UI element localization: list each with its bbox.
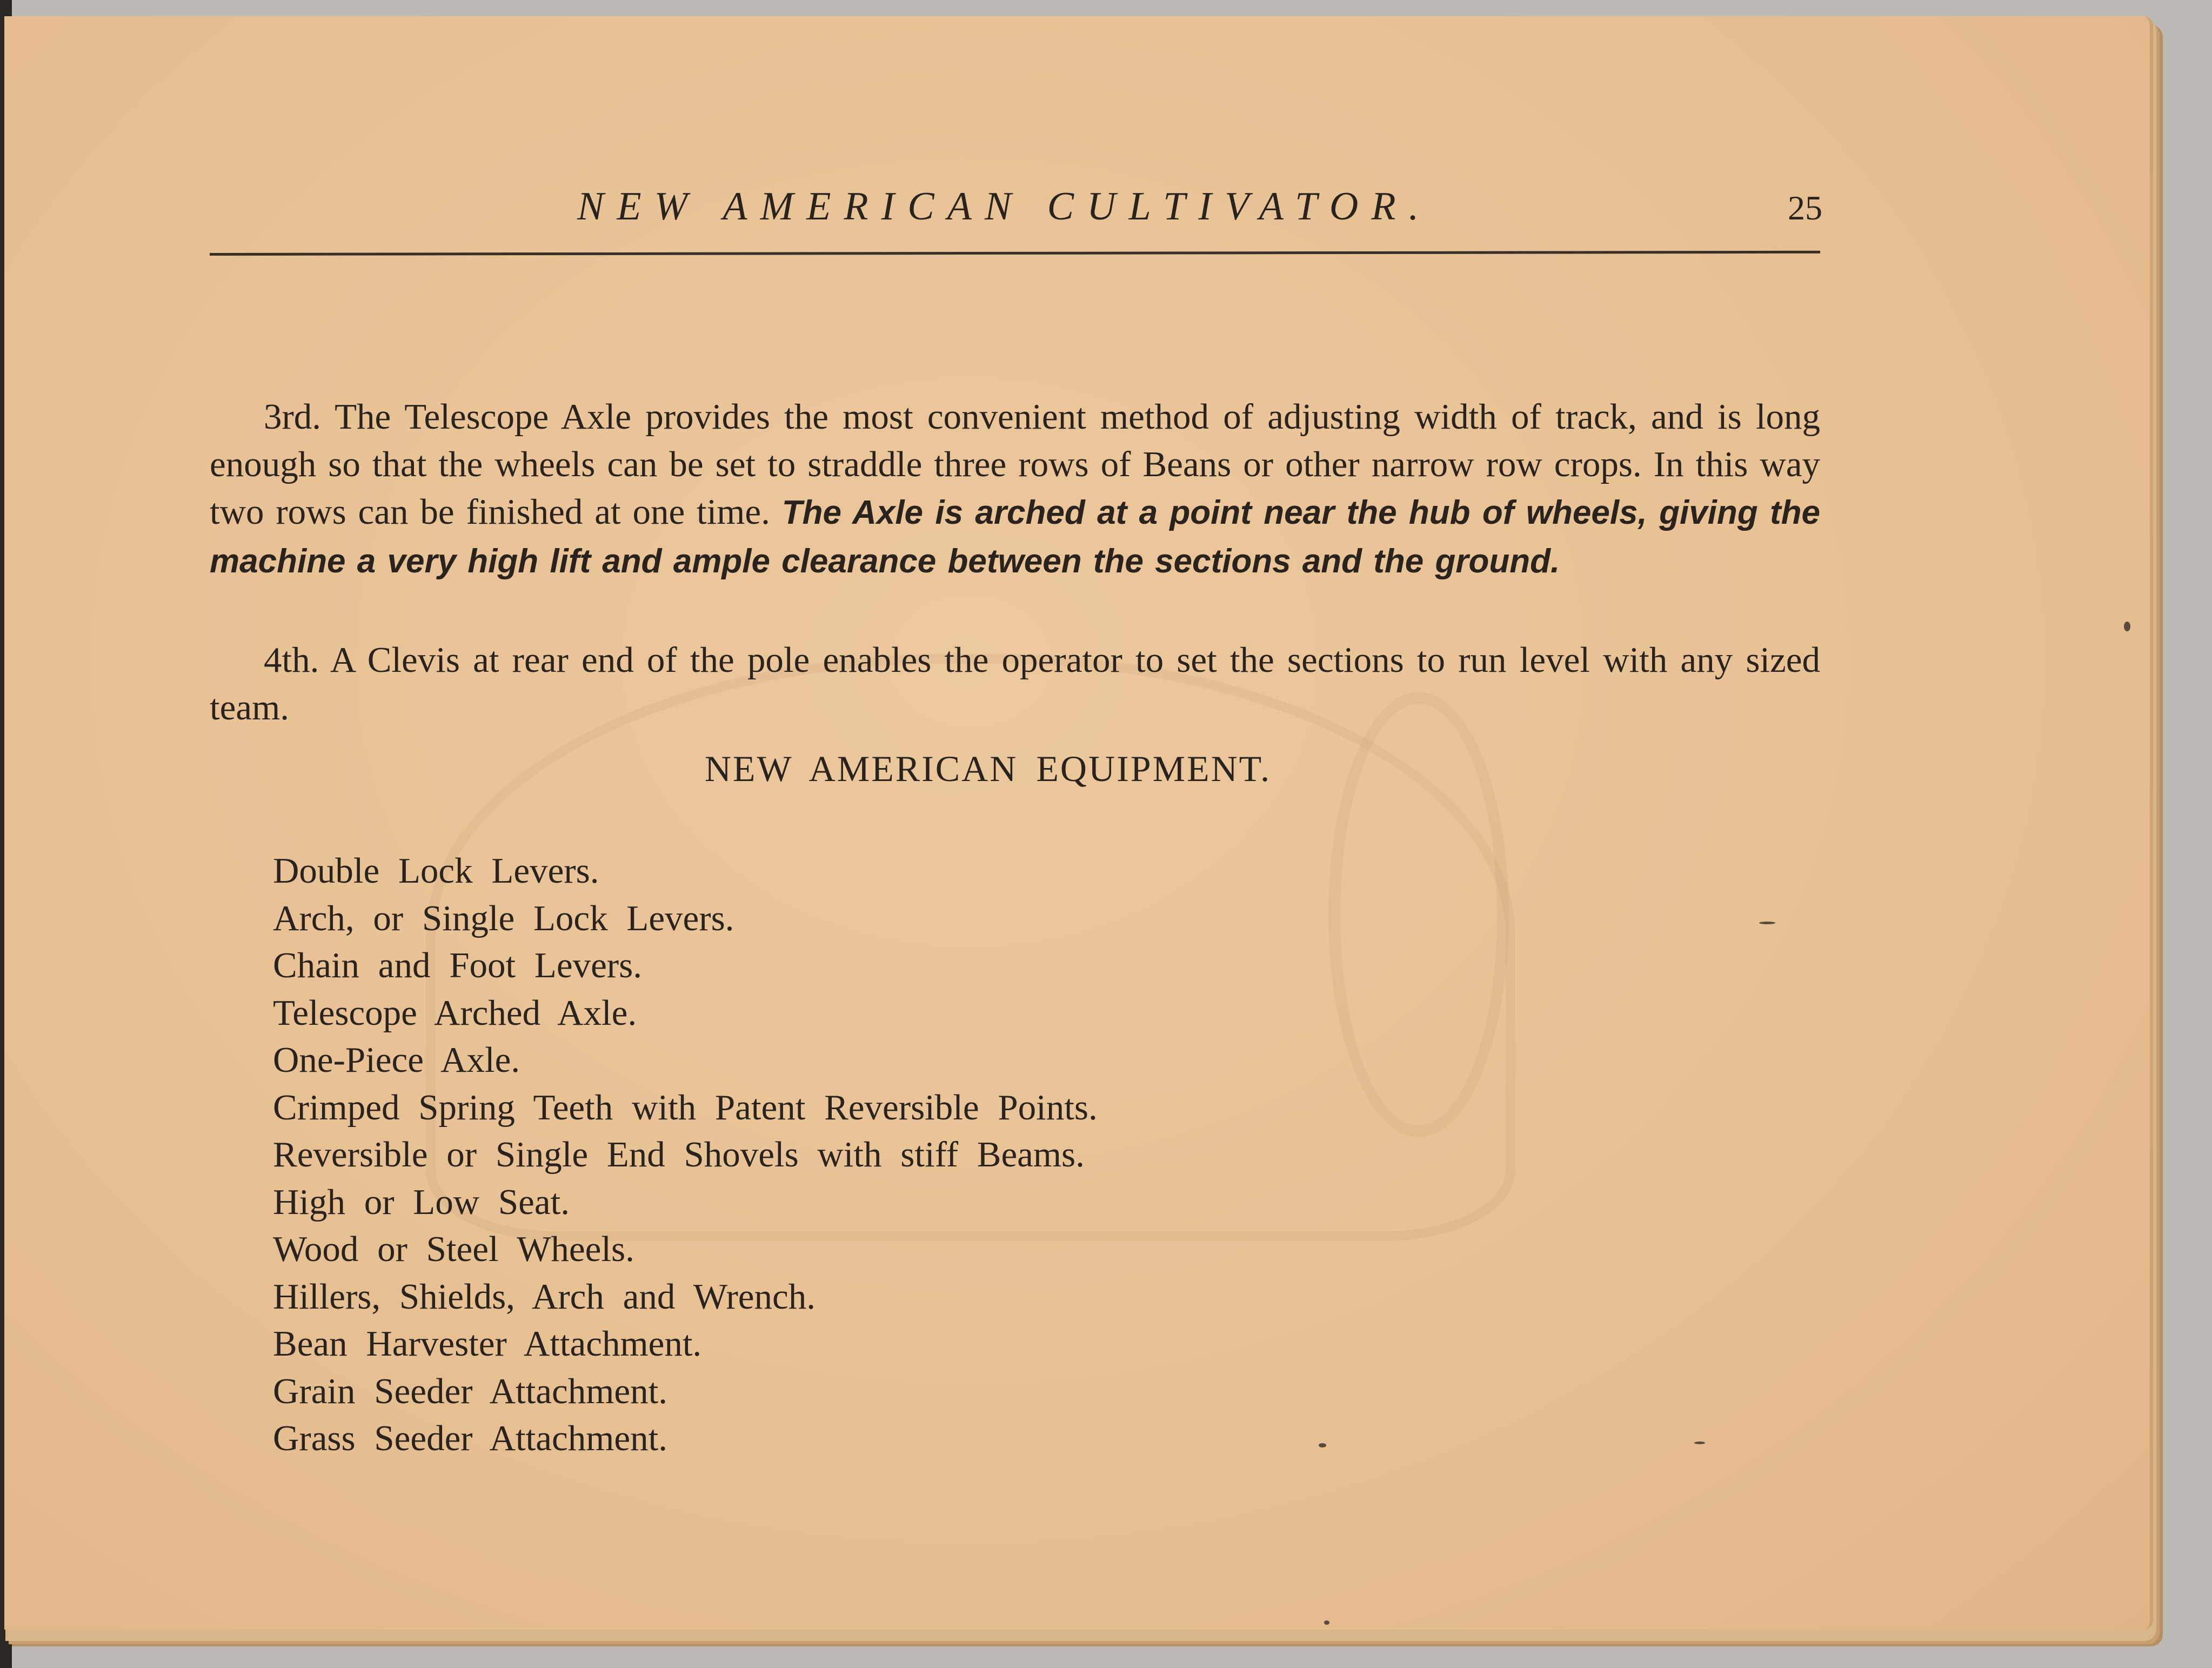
equipment-item: Grass Seeder Attachment. — [273, 1418, 667, 1458]
paper-speck — [1759, 922, 1775, 924]
running-title: NEW AMERICAN CULTIVATOR. — [577, 184, 1432, 229]
paragraph-third-emphasis: The Axle is arched at a point near the hub of wheels, giving the machine a very high lift and ample clearance between the sections and the ground. — [210, 494, 1820, 580]
equipment-list — [273, 848, 1098, 1463]
paper-speck — [1324, 1620, 1329, 1625]
equipment-item: Double Lock Levers. — [273, 851, 599, 891]
paper-speck — [2124, 622, 2130, 631]
paper-speck — [1694, 1442, 1705, 1444]
equipment-item: Telescope Arched Axle. — [273, 992, 637, 1033]
equipment-item: High or Low Seat. — [273, 1182, 570, 1222]
page-number: 25 — [1788, 189, 1822, 227]
equipment-item: Arch, or Single Lock Levers. — [273, 898, 734, 938]
equipment-item: Chain and Foot Levers. — [273, 945, 642, 985]
equipment-item: Grain Seeder Attachment. — [273, 1371, 667, 1411]
paragraph-fourth-text: 4th. A Clevis at rear end of the pole enables the operator to set the sections to run level with any sized team. — [210, 640, 1820, 728]
paper-speck — [1319, 1443, 1326, 1447]
equipment-item: Reversible or Single End Shovels with stiff Beams. — [273, 1135, 1085, 1175]
equipment-item: Wood or Steel Wheels. — [273, 1229, 634, 1269]
running-head — [210, 184, 1831, 254]
paragraph-third-text: 3rd. The Telescope Axle provides the most convenient method of adjusting width of track, and is long enough so that the wheels can be set to straddle three rows of Beans or other narrow row crops. In this way two rows can be finished at one time. — [210, 397, 1820, 532]
equipment-item: Bean Harvester Attachment. — [273, 1324, 702, 1364]
paragraph-third-feature — [210, 393, 1820, 585]
equipment-item: Crimped Spring Teeth with Patent Reversible Points. — [273, 1087, 1098, 1127]
equipment-item: One-Piece Axle. — [273, 1040, 520, 1080]
equipment-item: Hillers, Shields, Arch and Wrench. — [273, 1276, 816, 1317]
equipment-heading: NEW AMERICAN EQUIPMENT. — [704, 748, 1272, 789]
paragraph-fourth-feature — [210, 636, 1820, 731]
